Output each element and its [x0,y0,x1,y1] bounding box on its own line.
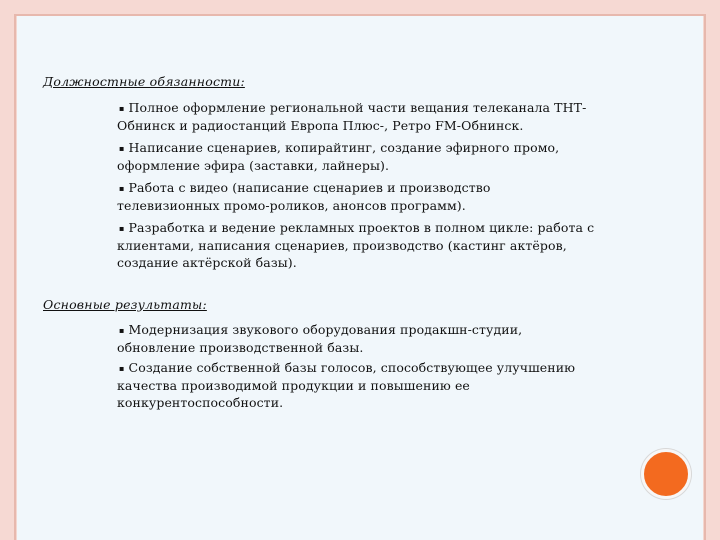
bullet-icon: ▪ [119,144,125,153]
result-item-2 [117,359,597,411]
bullet-icon: ▪ [119,224,125,233]
decorative-circle-icon [641,449,691,499]
duties-heading: Должностные обязанности: [43,74,245,89]
results-heading: Основные результаты: [43,297,207,312]
duty-item-text: Работа с видео (написание сценариев и производство телевизионных промо-роликов, анонсов программ). [117,180,491,213]
duty-item-2 [117,139,597,174]
result-item-text: Модернизация звукового оборудования продакшн-студии, обновление производственной базы. [117,322,523,355]
result-item-text: Создание собственной базы голосов, способствующее улучшению качества производимой продукции и повышению ее конкурентоспособности. [117,360,576,410]
result-item-1 [117,321,597,356]
duty-item-3 [117,179,597,214]
bullet-icon: ▪ [119,104,125,113]
slide-panel [14,14,706,540]
duty-item-4 [117,219,597,271]
duty-item-text: Полное оформление региональной части вещания телеканала ТНТ-Обнинск и радиостанций Европа Плюс-, Ретро FM-Обнинск. [117,100,587,133]
panel-inner [16,16,704,540]
bullet-icon: ▪ [119,326,125,335]
duty-item-text: Написание сценариев, копирайтинг, создание эфирного промо, оформление эфира (заставки, лайнеры). [117,140,560,173]
duty-item-text: Разработка и ведение рекламных проектов в полном цикле: работа с клиентами, написания сценариев, производство (кастинг актёров, создание актёрской базы). [117,220,595,270]
duty-item-1 [117,99,597,134]
bullet-icon: ▪ [119,364,125,373]
bullet-icon: ▪ [119,184,125,193]
